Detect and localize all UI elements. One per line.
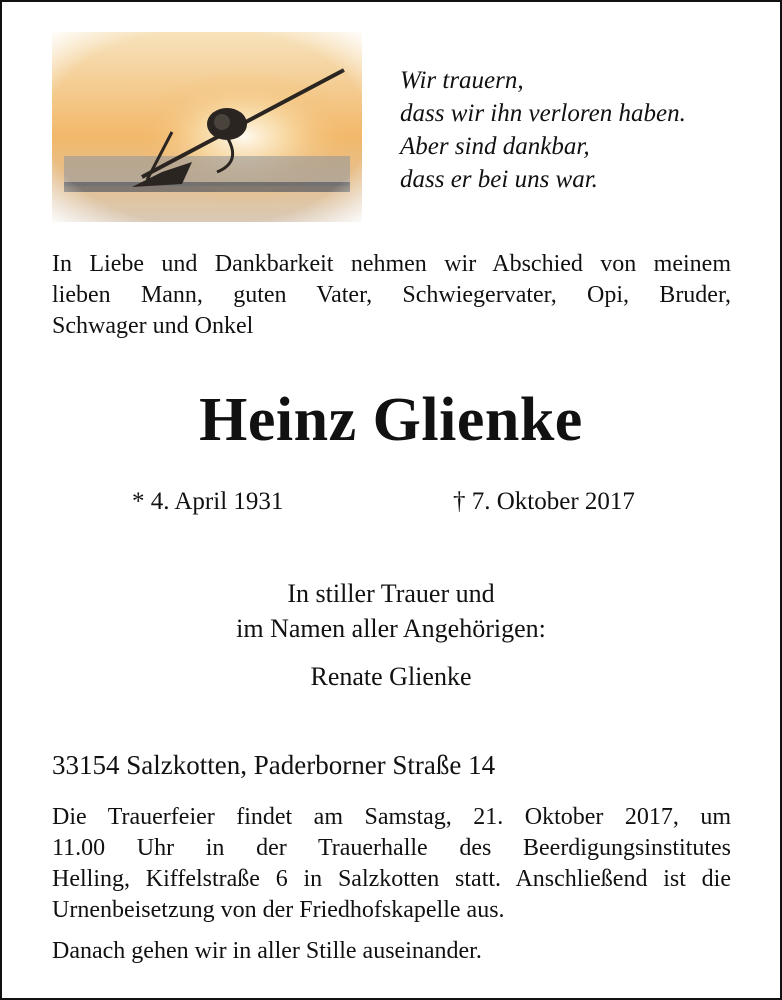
closing-line: Danach gehen wir in aller Stille auseinander. <box>52 938 482 964</box>
details-line: 11.00 Uhr in der Trauerhalle des Beerdigungsinstitutes <box>52 835 731 861</box>
farewell-line: In Liebe und Dankbarkeit nehmen wir Abschied von meinem <box>52 251 731 277</box>
details-line: Urnenbeisetzung von der Friedhofskapelle aus. <box>52 897 505 923</box>
death-date: † 7. Oktober 2017 <box>453 488 635 515</box>
funeral-details <box>52 802 731 926</box>
quote-line: dass er bei uns war. <box>400 166 598 193</box>
family-address: 33154 Salzkotten, Paderborner Straße 14 <box>52 750 496 780</box>
quote-line: Wir trauern, <box>400 67 524 94</box>
details-line: Helling, Kiffelstraße 6 in Salzkotten statt. Anschließend ist die <box>52 866 731 892</box>
details-line: Die Trauerfeier findet am Samstag, 21. Oktober 2017, um <box>52 804 731 830</box>
farewell-text <box>52 249 731 342</box>
quote-line: Aber sind dankbar, <box>400 133 590 160</box>
memorial-quote <box>400 64 760 196</box>
fishing-rod-sunset-photo-icon <box>52 32 362 222</box>
birth-date: * 4. April 1931 <box>132 488 284 515</box>
deceased-name: Heinz Glienke <box>199 386 583 454</box>
quote-line: dass wir ihn verloren haben. <box>400 100 686 127</box>
signer-name: Renate Glienke <box>310 662 472 691</box>
mourners-line: im Namen aller Angehörigen: <box>236 614 546 643</box>
farewell-line: lieben Mann, guten Vater, Schwiegervater, Opi, Bruder, <box>52 282 731 308</box>
mourners-line: In stiller Trauer und <box>287 579 495 608</box>
farewell-line: Schwager und Onkel <box>52 313 254 339</box>
mourners-text <box>2 576 780 646</box>
